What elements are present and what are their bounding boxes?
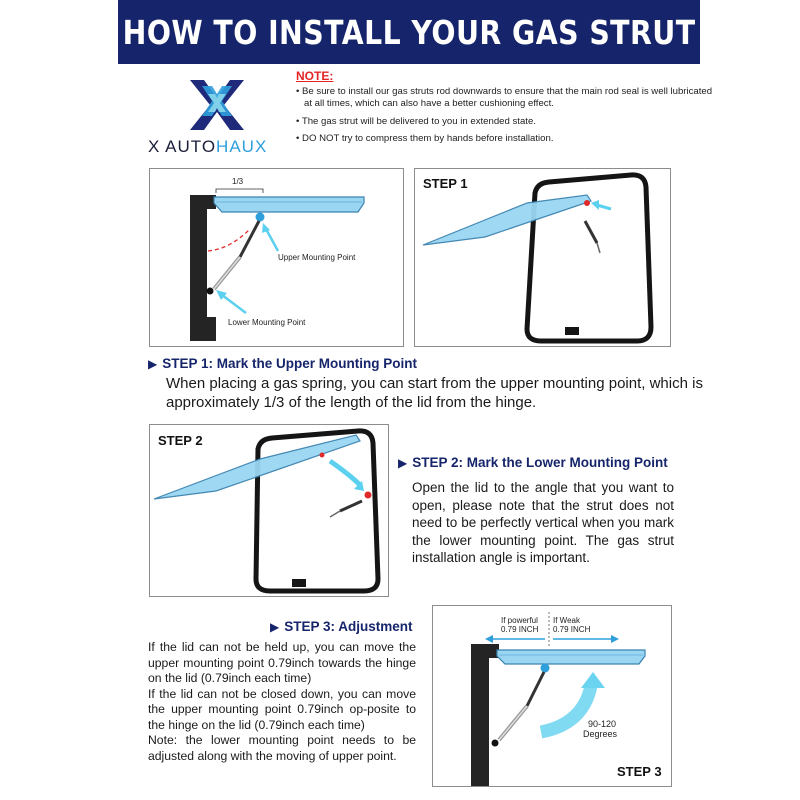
triangle-bullet-icon: ▶ [148, 357, 158, 371]
step3-diagram [432, 605, 672, 787]
step3-panel-label: STEP 3 [617, 764, 662, 779]
triangle-bullet-icon: ▶ [398, 456, 408, 470]
step1-graphic [415, 169, 671, 347]
mounting-diagram-graphic [150, 169, 404, 347]
note-box [296, 70, 716, 151]
page-header [118, 0, 700, 64]
step1-panel-label: STEP 1 [423, 176, 468, 191]
note-item: • The gas strut will be delivered to you in extended state. [296, 115, 536, 127]
step3-paragraph: Note: the lower mounting point needs to be adjusted along with the moving of upper point. [148, 733, 416, 763]
step1-text: When placing a gas spring, you can start from the upper mounting point, which is approximately 1/3 of the length of the lid from the hinge. [166, 375, 703, 411]
step3-graphic [433, 606, 672, 787]
note-title: NOTE: [296, 69, 334, 83]
weak-label-line2: 0.79 INCH [553, 625, 591, 634]
weak-label-line1: If Weak [553, 616, 580, 625]
angle-label-line2: Degrees [583, 729, 618, 739]
step3-paragraph: If the lid can not be held up, you can move the upper mounting point 0.79inch towards the hinge on the lid (0.79inch each time) [148, 640, 416, 685]
powerful-label-line2: 0.79 INCH [501, 625, 539, 634]
brand-name: X AUTOHAUX [148, 137, 268, 156]
step2-diagram [149, 424, 389, 597]
step3-text [148, 640, 416, 764]
mounting-points-diagram [149, 168, 404, 347]
x-monogram-icon [188, 76, 246, 134]
page-title: HOW TO INSTALL YOUR GAS STRUT [122, 12, 696, 52]
step3-paragraph: If the lid can not be closed down, you can move the upper mounting point 0.79inch op-posite to the hinge on the lid (0.79inch each time) [148, 686, 416, 732]
step2-heading: ▶ STEP 2: Mark the Lower Mounting Point [398, 455, 668, 470]
lower-mounting-label: Lower Mounting Point [228, 318, 306, 327]
fraction-label: 1/3 [232, 177, 244, 186]
note-item: • DO NOT try to compress them by hands before installation. [296, 133, 554, 144]
triangle-bullet-icon: ▶ [270, 620, 280, 634]
step2-graphic [150, 425, 389, 597]
upper-mounting-label: Upper Mounting Point [278, 253, 356, 262]
powerful-label-line1: If powerful [501, 616, 538, 625]
angle-label-line1: 90-120 [588, 719, 617, 729]
step2-panel-label: STEP 2 [158, 433, 203, 448]
step1-heading: ▶ STEP 1: Mark the Upper Mounting Point [148, 356, 417, 371]
step3-heading: ▶ STEP 3: Adjustment [270, 619, 413, 634]
note-item: • Be sure to install our gas struts rod downwards to ensure that the main rod seal is well lubricated at all times, which can also have a better cushioning effect. [296, 85, 713, 109]
step2-text: Open the lid to the angle that you want to open, please note that the strut does not need to be perfectly vertical when you mark the lower mounting point. The gas strut installation angle is important. [412, 480, 674, 566]
brand-logo [148, 76, 288, 160]
step1-diagram [414, 168, 671, 347]
